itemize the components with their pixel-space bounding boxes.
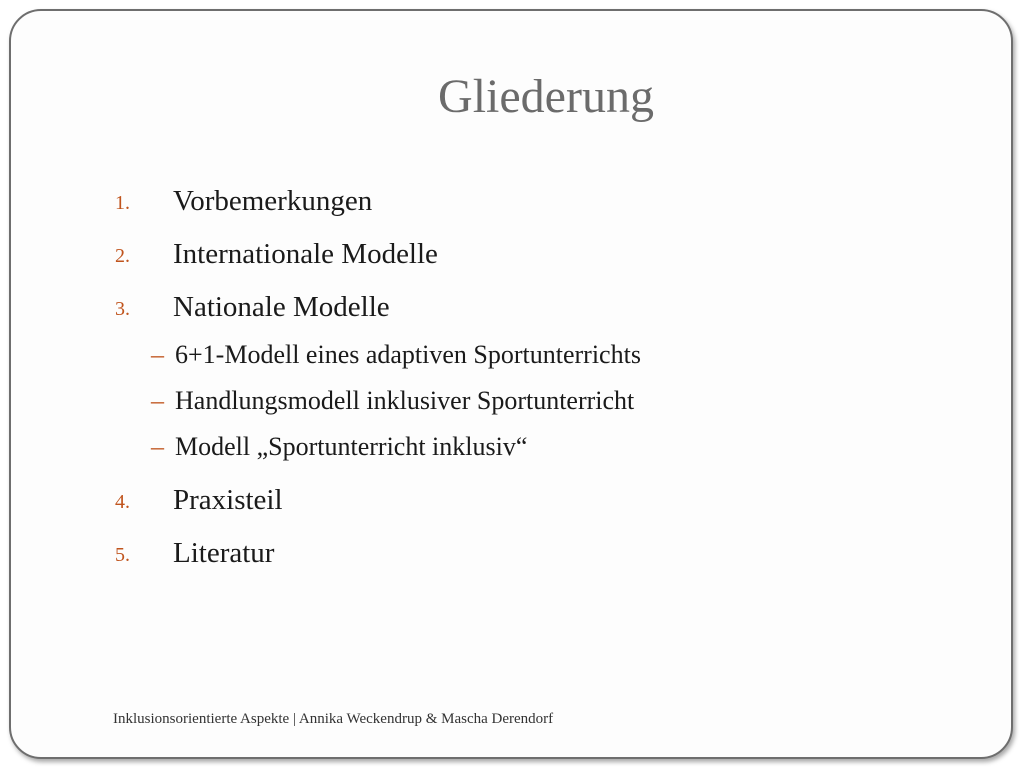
slide-footer: Inklusionsorientierte Aspekte | Annika Weckendrup & Mascha Derendorf — [113, 711, 554, 727]
item-label: Praxisteil — [173, 484, 283, 516]
dash-marker: – — [151, 340, 164, 369]
item-number: 2. — [115, 245, 130, 267]
item-label: Internationale Modelle — [173, 238, 438, 270]
item-label: Literatur — [173, 537, 275, 569]
slide-title: Gliederung — [438, 70, 654, 123]
sub-list-item — [151, 434, 527, 460]
sub-item-label: Modell „Sportunterricht inklusiv“ — [175, 432, 528, 461]
dash-marker: – — [151, 386, 164, 415]
sub-list-item — [151, 342, 641, 368]
item-number: 5. — [115, 544, 130, 566]
item-number: 3. — [115, 298, 130, 320]
item-number: 4. — [115, 491, 130, 513]
sub-item-label: Handlungsmodell inklusiver Sportunterricht — [175, 386, 635, 415]
dash-marker: – — [151, 432, 164, 461]
sub-list-item — [151, 388, 634, 414]
sub-item-label: 6+1-Modell eines adaptiven Sportunterrichts — [175, 340, 641, 369]
slide — [9, 9, 1013, 759]
item-number: 1. — [115, 192, 130, 214]
item-label: Nationale Modelle — [173, 291, 390, 323]
item-label: Vorbemerkungen — [173, 185, 373, 217]
